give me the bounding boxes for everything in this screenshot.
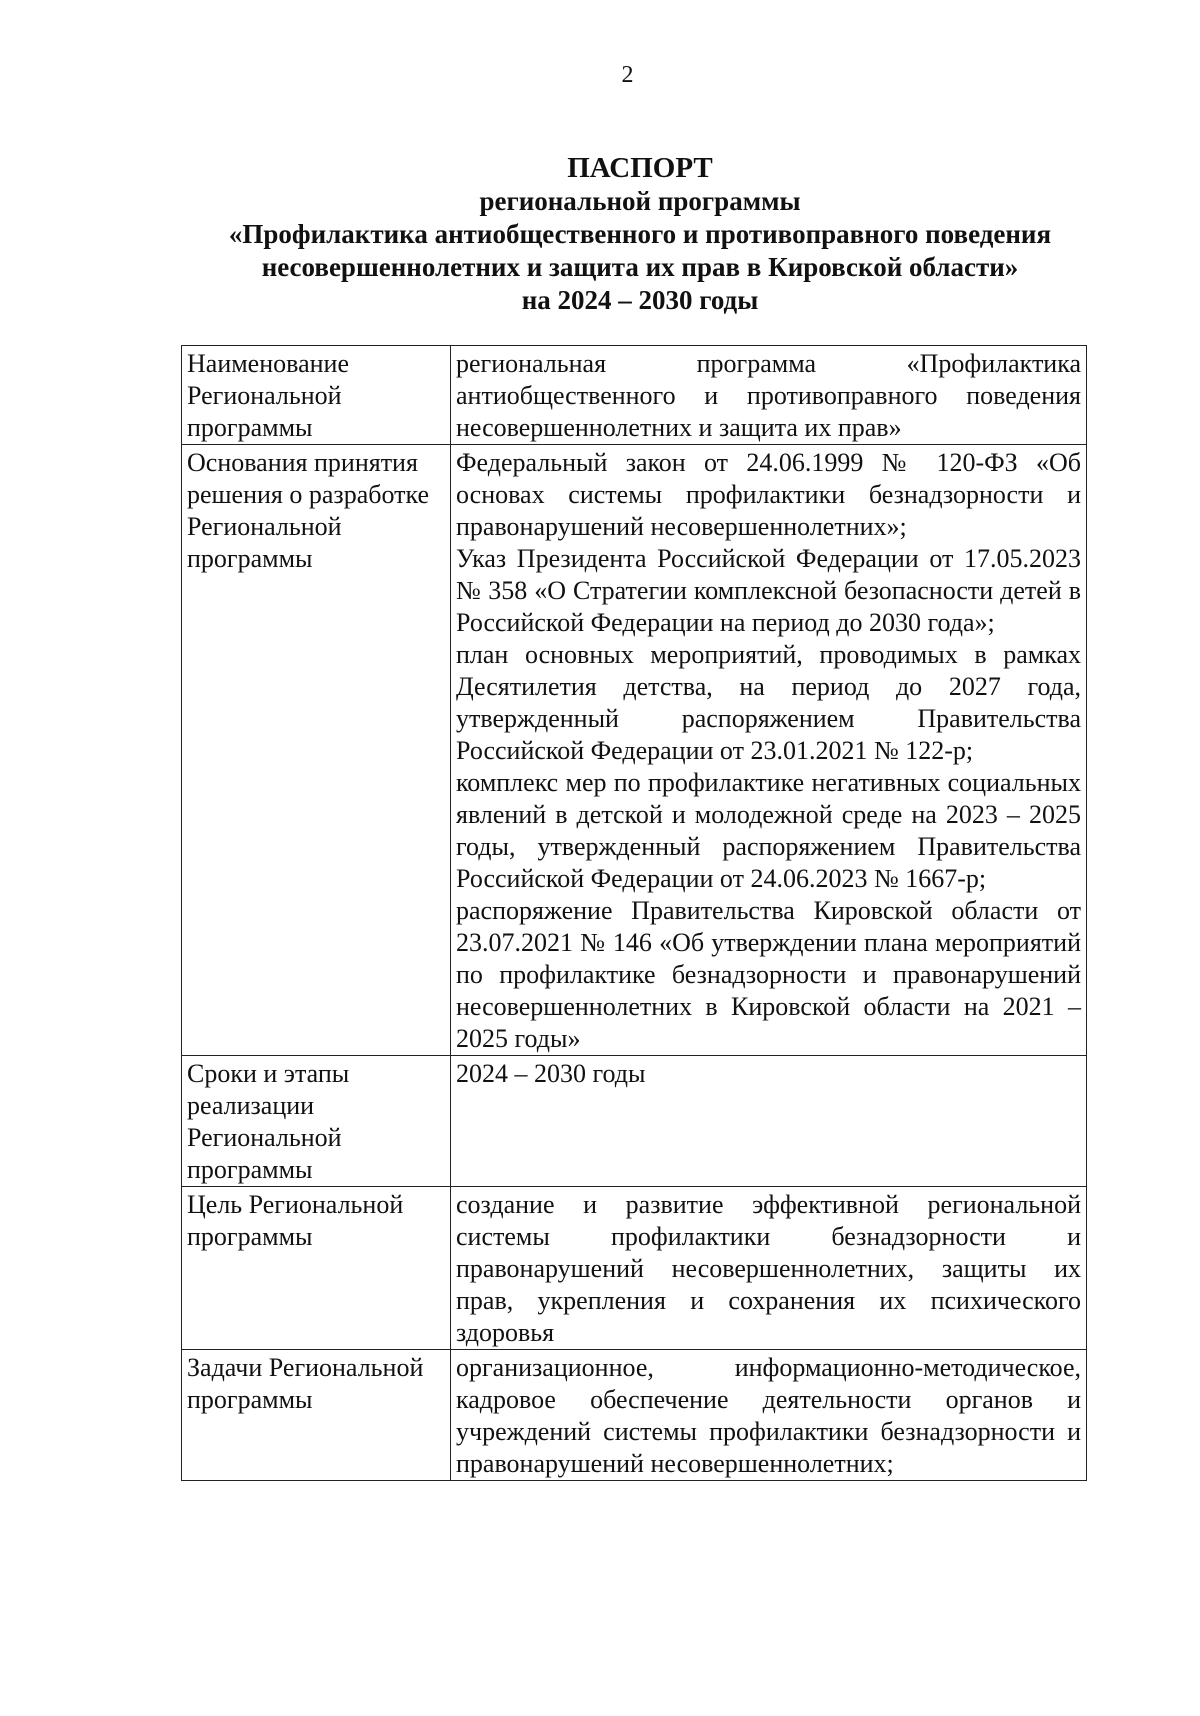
table-row <box>182 1056 1087 1187</box>
value-paragraph: распоряжение Правительства Кировской области от 23.07.2021 № 146 «Об утверждении плана мероприятий по профилактике безнадзорности и правонарушений несовершеннолетних в Кировской области на 2021 – 2025 годы» <box>456 896 1081 1053</box>
passport-table <box>181 345 1087 1481</box>
value-paragraph: региональная программа «Профилактика антиобщественного и противоправного поведения несовершеннолетних и защита их прав» <box>456 349 1081 442</box>
row-label: Сроки и этапы реализации Региональной программы <box>182 1056 451 1187</box>
table-row <box>182 1187 1087 1350</box>
value-paragraph: комплекс мер по профилактике негативных социальных явлений в детской и молодежной среде на 2023 – 2025 годы, утвержденный распоряжением Правительства Российской Федерации от 24.06.2023 № 1667-р; <box>456 768 1081 893</box>
title-period: на 2024 – 2030 годы <box>521 285 759 315</box>
value-paragraph: Федеральный закон от 24.06.1999 № 120-ФЗ «Об основах системы профилактики безнадзорности и правонарушений несовершеннолетних»; <box>456 448 1081 541</box>
title-subtitle: региональной программы <box>479 186 801 216</box>
value-paragraph: 2024 – 2030 годы <box>456 1059 646 1088</box>
table-row <box>182 346 1087 445</box>
row-value <box>451 1056 1087 1187</box>
table-row <box>182 445 1087 1056</box>
value-paragraph: Указ Президента Российской Федерации от 17.05.2023 № 358 «О Стратегии комплексной безопасности детей в Российской Федерации на период до 2030 года»; <box>456 544 1081 637</box>
row-label: Цель Региональной программы <box>182 1187 451 1350</box>
value-paragraph: план основных мероприятий, проводимых в рамках Десятилетия детства, на период до 2027 года, утвержденный распоряжением Правительства Российской Федерации от 23.01.2021 № 122-р; <box>456 640 1081 765</box>
title-program-name-1: «Профилактика антиобщественного и противоправного поведения <box>228 219 1052 249</box>
row-value <box>451 445 1087 1056</box>
title-passport: ПАСПОРТ <box>567 152 713 184</box>
table-row <box>182 1350 1087 1481</box>
row-value <box>451 1187 1087 1350</box>
value-paragraph: организационное, информационно-методическое, кадровое обеспечение деятельности органов и учреждений системы профилактики безнадзорности и правонарушений несовершеннолетних; <box>456 1353 1081 1478</box>
row-value <box>451 346 1087 445</box>
title-program-name-2: несовершеннолетних и защита их прав в Кировской области» <box>261 252 1019 282</box>
row-value <box>451 1350 1087 1481</box>
document-title <box>140 152 1140 317</box>
row-label: Основания принятия решения о разработке Региональной программы <box>182 445 451 1056</box>
page-number: 2 <box>621 62 634 88</box>
value-paragraph: создание и развитие эффективной региональной системы профилактики безнадзорности и правонарушений несовершеннолетних, защиты их прав, укрепления и сохранения их психического здоровья <box>456 1190 1081 1347</box>
row-label: Наименование Региональной программы <box>182 346 451 445</box>
row-label: Задачи Региональной программы <box>182 1350 451 1481</box>
